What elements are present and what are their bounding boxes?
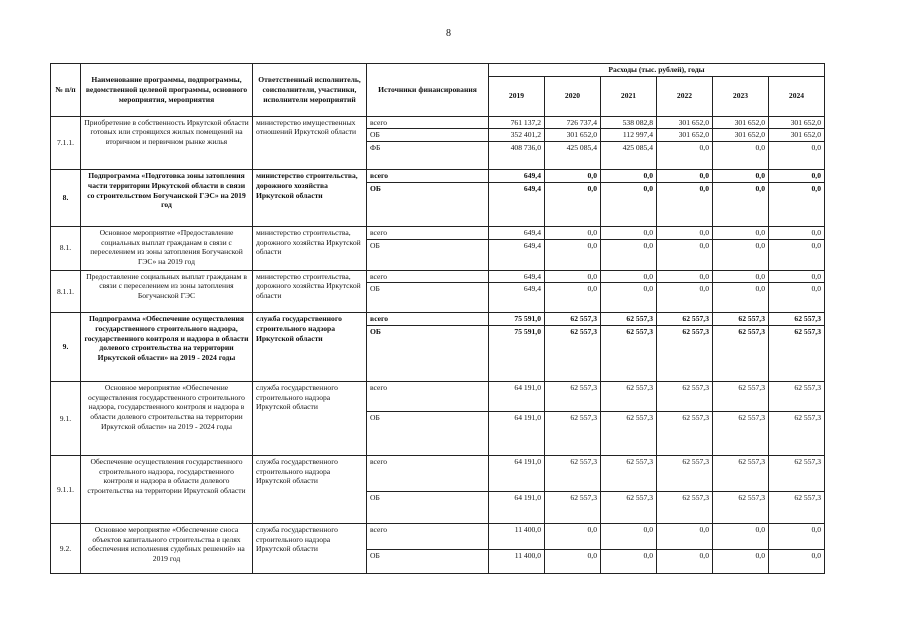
expense-value: 425 085,4 [545,142,601,170]
expense-value: 0,0 [657,182,713,226]
expense-value: 0,0 [601,524,657,550]
expense-value: 62 557,3 [657,326,713,382]
expense-value: 62 557,3 [601,456,657,492]
expense-value: 649,4 [489,283,545,313]
expense-value: 649,4 [489,239,545,270]
expense-value: 301 652,0 [769,129,825,142]
expense-value: 352 401,2 [489,129,545,142]
expense-value: 0,0 [545,283,601,313]
expense-value: 0,0 [769,239,825,270]
funding-source: всего [367,170,489,183]
expense-value: 0,0 [769,170,825,183]
expense-value: 538 082,8 [601,116,657,129]
executor: служба государственного строительного надзора Иркутской области [253,382,367,456]
header-num: № п/п [51,64,81,117]
table-row [51,116,825,129]
expense-value: 726 737,4 [545,116,601,129]
funding-source: всего [367,116,489,129]
funding-source: всего [367,226,489,239]
expense-value: 0,0 [657,524,713,550]
expense-value: 11 400,0 [489,550,545,574]
expense-value: 62 557,3 [769,313,825,326]
expense-value: 0,0 [601,170,657,183]
expense-value: 62 557,3 [545,412,601,456]
expense-value: 0,0 [769,524,825,550]
program-name: Подпрограмма «Подготовка зоны затопления части территории Иркутской области в связи со строительством Богучанской ГЭС» на 2019 год [81,170,253,227]
row-number: 7.1.1. [51,116,81,169]
header-year: 2021 [601,76,657,116]
expense-value: 62 557,3 [601,326,657,382]
expense-value: 0,0 [769,226,825,239]
expense-value: 0,0 [657,283,713,313]
expense-value: 0,0 [601,182,657,226]
expense-value: 11 400,0 [489,524,545,550]
expense-value: 0,0 [545,182,601,226]
expense-value: 301 652,0 [657,116,713,129]
header-year: 2022 [657,76,713,116]
expense-value: 75 591,0 [489,313,545,326]
table-body [51,116,825,573]
funding-source: всего [367,456,489,492]
program-name: Обеспечение осуществления государственного строительного надзора, государственного контроля и надзора в области долевого строительства на территории Иркутской области [81,456,253,524]
expense-value: 649,4 [489,170,545,183]
expense-value: 64 191,0 [489,456,545,492]
header-name: Наименование программы, подпрограммы, ведомственной целевой программы, основного мероприятия, мероприятия [81,64,253,117]
expense-value: 62 557,3 [657,382,713,412]
expense-value: 62 557,3 [601,492,657,524]
funding-source: ОБ [367,182,489,226]
header-year: 2020 [545,76,601,116]
expense-value: 62 557,3 [769,382,825,412]
table-row [51,170,825,183]
expense-value: 0,0 [545,270,601,283]
expense-value: 0,0 [769,182,825,226]
funding-source: ОБ [367,412,489,456]
row-number: 9.1. [51,382,81,456]
expense-value: 64 191,0 [489,382,545,412]
header-year: 2023 [713,76,769,116]
executor: министерство строительства, дорожного хозяйства Иркутской области [253,170,367,227]
expense-value: 62 557,3 [601,313,657,326]
expense-value: 301 652,0 [769,116,825,129]
expense-value: 0,0 [657,270,713,283]
header-executor: Ответственный исполнитель, соисполнители, участники, исполнители мероприятий [253,64,367,117]
row-number: 9.2. [51,524,81,574]
expense-value: 0,0 [769,270,825,283]
expense-value: 0,0 [601,550,657,574]
expense-value: 112 997,4 [601,129,657,142]
program-name: Основное мероприятие «Предоставление социальных выплат гражданам в связи с переселением из зоны затопления Богучанской ГЭС» на 2019 год [81,226,253,270]
header-source: Источники финансирования [367,64,489,117]
table-row [51,270,825,283]
expense-value: 62 557,3 [769,456,825,492]
executor: служба государственного строительного надзора Иркутской области [253,524,367,574]
expense-value: 0,0 [601,226,657,239]
expense-value: 62 557,3 [545,313,601,326]
funding-source: ОБ [367,239,489,270]
expense-value: 0,0 [713,550,769,574]
expense-value: 62 557,3 [713,313,769,326]
expense-value: 62 557,3 [713,456,769,492]
expense-value: 62 557,3 [769,492,825,524]
expense-value: 0,0 [769,550,825,574]
funding-source: ОБ [367,283,489,313]
expense-value: 62 557,3 [769,412,825,456]
funding-source: ОБ [367,550,489,574]
expense-value: 0,0 [657,142,713,170]
expense-value: 761 137,2 [489,116,545,129]
program-name: Предоставление социальных выплат гражданам в связи с переселением из зоны затопления Богучанской ГЭС [81,270,253,313]
program-name: Основное мероприятие «Обеспечение осуществления государственного строительного надзора, государственного контроля и надзора в области долевого строительства на территории Иркутской области» на 2019 - 2024 годы [81,382,253,456]
funding-source: всего [367,313,489,326]
program-name: Основное мероприятие «Обеспечение сноса объектов капитального строительства в целях обеспечения исполнения судебных решений» на 2019 год [81,524,253,574]
budget-table [50,63,825,574]
expense-value: 0,0 [545,170,601,183]
expense-value: 62 557,3 [601,382,657,412]
expense-value: 649,4 [489,270,545,283]
expense-value: 62 557,3 [713,492,769,524]
expense-value: 62 557,3 [657,456,713,492]
expense-value: 425 085,4 [601,142,657,170]
expense-value: 649,4 [489,182,545,226]
executor: министерство строительства, дорожного хозяйства Иркутской области [253,270,367,313]
expense-value: 408 736,0 [489,142,545,170]
expense-value: 0,0 [601,239,657,270]
expense-value: 62 557,3 [713,412,769,456]
expense-value: 75 591,0 [489,326,545,382]
expense-value: 301 652,0 [545,129,601,142]
expense-value: 0,0 [713,182,769,226]
funding-source: всего [367,382,489,412]
executor: министерство имущественных отношений Иркутской области [253,116,367,169]
expense-value: 301 652,0 [713,116,769,129]
table-row [51,382,825,412]
expense-value: 64 191,0 [489,412,545,456]
expense-value: 0,0 [545,239,601,270]
expense-value: 301 652,0 [657,129,713,142]
expense-value: 0,0 [713,283,769,313]
expense-value: 0,0 [657,239,713,270]
expense-value: 0,0 [545,524,601,550]
expense-value: 0,0 [769,142,825,170]
expense-value: 0,0 [545,226,601,239]
table-row [51,524,825,550]
funding-source: ОБ [367,492,489,524]
expense-value: 0,0 [657,550,713,574]
header-year: 2024 [769,76,825,116]
expense-value: 0,0 [545,550,601,574]
expense-value: 62 557,3 [657,313,713,326]
expense-value: 0,0 [657,226,713,239]
expense-value: 62 557,3 [545,326,601,382]
expense-value: 62 557,3 [601,412,657,456]
expense-value: 64 191,0 [489,492,545,524]
expense-value: 0,0 [713,524,769,550]
expense-value: 0,0 [769,283,825,313]
expense-value: 0,0 [713,170,769,183]
executor: служба государственного строительного надзора Иркутской области [253,456,367,524]
row-number: 8. [51,170,81,227]
table-row [51,313,825,326]
row-number: 9. [51,313,81,382]
program-name: Приобретение в собственность Иркутской области готовых или строящихся жилых помещений на вторичном и первичном рынке жилья [81,116,253,169]
expense-value: 649,4 [489,226,545,239]
header-expenses: Расходы (тыс. рублей), годы [489,64,825,77]
expense-value: 0,0 [713,226,769,239]
funding-source: ОБ [367,326,489,382]
row-number: 8.1. [51,226,81,270]
expense-value: 62 557,3 [713,326,769,382]
row-number: 8.1.1. [51,270,81,313]
table-row [51,226,825,239]
expense-value: 62 557,3 [545,492,601,524]
expense-value: 0,0 [657,170,713,183]
funding-source: ФБ [367,142,489,170]
program-name: Подпрограмма «Обеспечение осуществления государственного строительного надзора, государственного контроля и надзора в области долевого строительства на территории Иркутской области» на 2019 - 2024 годы [81,313,253,382]
funding-source: всего [367,270,489,283]
table-row [51,456,825,492]
expense-value: 62 557,3 [545,456,601,492]
executor: служба государственного строительного надзора Иркутской области [253,313,367,382]
expense-value: 0,0 [713,142,769,170]
funding-source: всего [367,524,489,550]
executor: министерство строительства, дорожного хозяйства Иркутской области [253,226,367,270]
expense-value: 62 557,3 [657,492,713,524]
expense-value: 62 557,3 [713,382,769,412]
expense-value: 62 557,3 [545,382,601,412]
expense-value: 0,0 [601,283,657,313]
page-number: 8 [446,28,451,39]
expense-value: 62 557,3 [657,412,713,456]
funding-source: ОБ [367,129,489,142]
expense-value: 0,0 [713,270,769,283]
expense-value: 62 557,3 [769,326,825,382]
expense-value: 0,0 [601,270,657,283]
expense-value: 301 652,0 [713,129,769,142]
header-year: 2019 [489,76,545,116]
row-number: 9.1.1. [51,456,81,524]
expense-value: 0,0 [713,239,769,270]
